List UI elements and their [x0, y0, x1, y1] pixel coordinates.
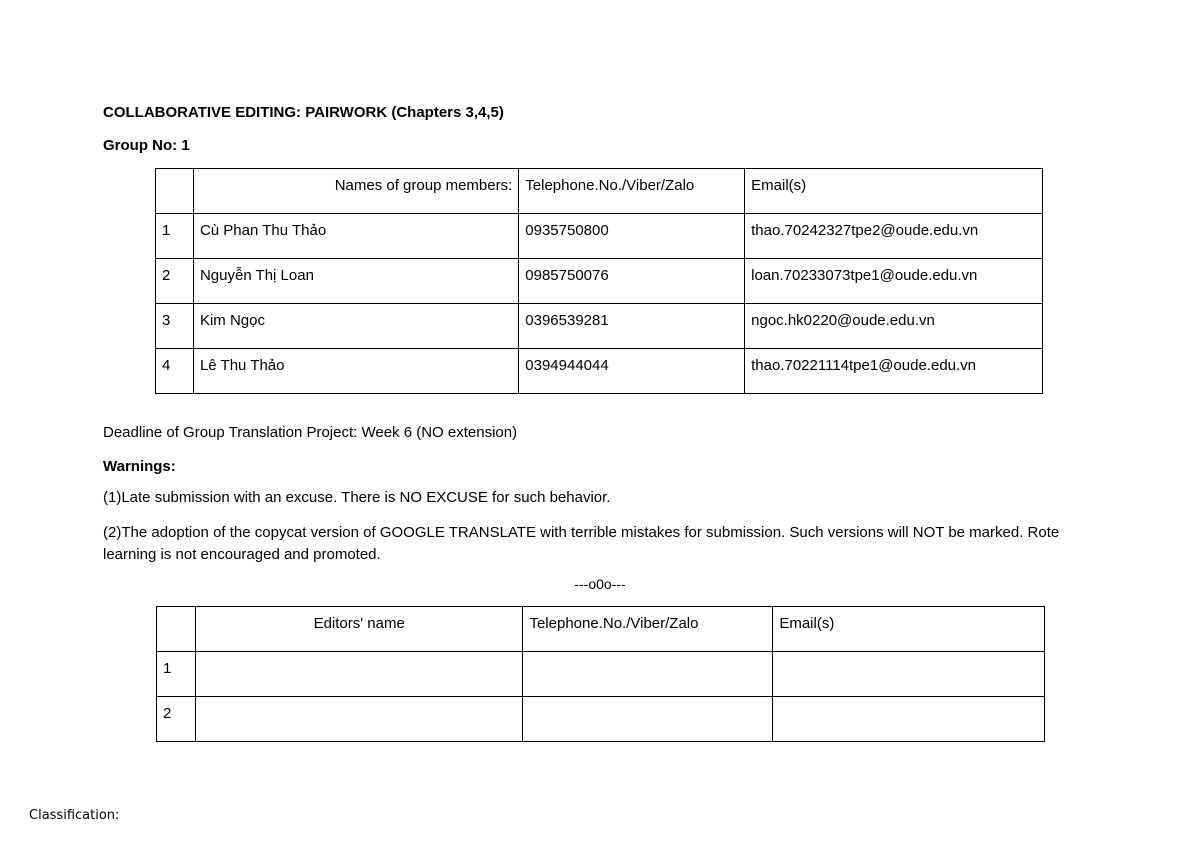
header-cell-email: Email(s): [745, 169, 1043, 214]
members-table: [155, 168, 1043, 394]
classification-label: Classification:: [29, 808, 120, 823]
separator: ---o0o---: [574, 576, 626, 592]
row-index: 2: [156, 259, 194, 304]
member-phone: 0985750076: [519, 259, 745, 304]
row-index: 2: [157, 697, 196, 742]
header-cell-names: Names of group members:: [193, 169, 518, 214]
editor-email: [773, 697, 1045, 742]
table-row: [156, 349, 1043, 394]
editor-email: [773, 652, 1045, 697]
editor-name: [195, 652, 523, 697]
member-phone: 0394944044: [519, 349, 745, 394]
table-row: [156, 304, 1043, 349]
table-header-row: [157, 607, 1045, 652]
row-index: 3: [156, 304, 194, 349]
editors-table: [156, 606, 1045, 742]
row-index: 4: [156, 349, 194, 394]
warning-1: (1)Late submission with an excuse. There is NO EXCUSE for such behavior.: [103, 489, 611, 506]
member-name: Cù Phan Thu Thảo: [193, 214, 518, 259]
member-email: loan.70233073tpe1@oude.edu.vn: [745, 259, 1043, 304]
table-row: [156, 214, 1043, 259]
table-row: [156, 259, 1043, 304]
editor-phone: [523, 652, 773, 697]
member-name: Kim Ngọc: [193, 304, 518, 349]
header-cell-email: Email(s): [773, 607, 1045, 652]
header-cell-phone: Telephone.No./Viber/Zalo: [519, 169, 745, 214]
member-phone: 0396539281: [519, 304, 745, 349]
deadline-text: Deadline of Group Translation Project: Week 6 (NO extension): [103, 424, 518, 441]
member-name: Lê Thu Thảo: [193, 349, 518, 394]
member-email: ngoc.hk0220@oude.edu.vn: [745, 304, 1043, 349]
member-phone: 0935750800: [519, 214, 745, 259]
row-index: 1: [157, 652, 196, 697]
header-cell-index: [156, 169, 194, 214]
document-title: COLLABORATIVE EDITING: PAIRWORK (Chapters 3,4,5): [103, 104, 504, 121]
editor-name: [195, 697, 523, 742]
member-email: thao.70221114tpe1@oude.edu.vn: [745, 349, 1043, 394]
warning-2: (2)The adoption of the copycat version of GOOGLE TRANSLATE with terrible mistakes for submission. Such versions will NOT be marked. Rote learning is not encouraged and promoted.: [103, 524, 1060, 563]
header-cell-index: [157, 607, 196, 652]
header-cell-editors-name: Editors' name: [195, 607, 523, 652]
warnings-heading: Warnings:: [103, 458, 176, 475]
table-row: [157, 697, 1045, 742]
group-number: Group No: 1: [103, 137, 190, 154]
member-email: thao.70242327tpe2@oude.edu.vn: [745, 214, 1043, 259]
table-row: [157, 652, 1045, 697]
table-header-row: [156, 169, 1043, 214]
member-name: Nguyễn Thị Loan: [193, 259, 518, 304]
row-index: 1: [156, 214, 194, 259]
editor-phone: [523, 697, 773, 742]
header-cell-phone: Telephone.No./Viber/Zalo: [523, 607, 773, 652]
